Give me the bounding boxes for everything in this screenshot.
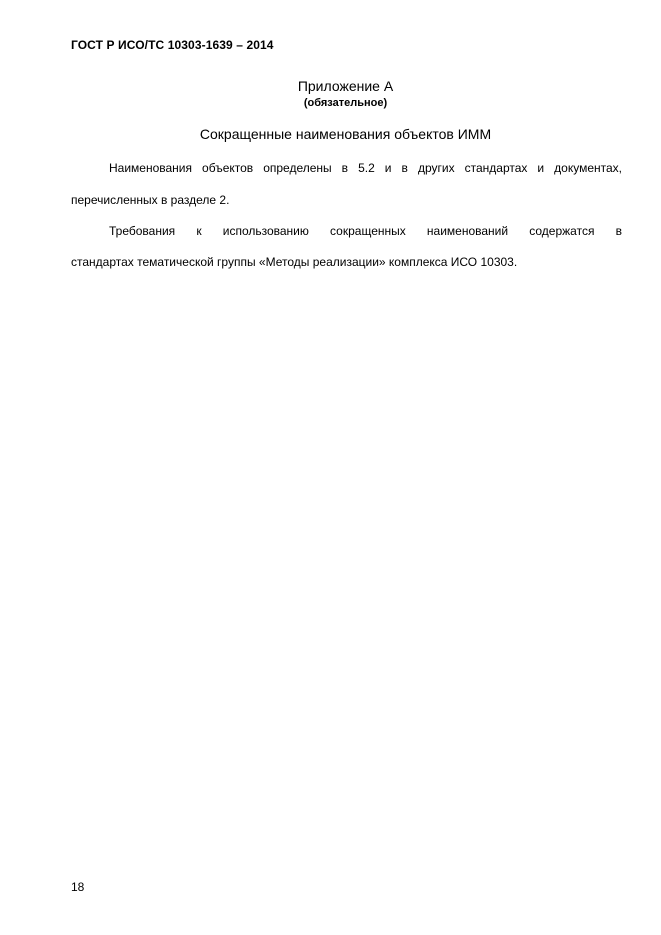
paragraph-1-line-2: перечисленных в разделе 2. xyxy=(71,193,230,207)
section-title: Сокращенные наименования объектов ИММ xyxy=(199,126,492,142)
paragraph-2-line-2: стандартах тематической группы «Методы реализации» комплекса ИСО 10303. xyxy=(71,255,518,269)
paragraph-2-line-1: Требования к использованию сокращенных наименований содержатся в xyxy=(109,224,622,238)
annex-title: Приложение А xyxy=(297,78,394,94)
annex-subtitle: (обязательное) xyxy=(303,97,388,109)
document-header: ГОСТ Р ИСО/ТС 10303-1639 – 2014 xyxy=(71,38,274,52)
paragraph-1-line-1: Наименования объектов определены в 5.2 и в других стандартах и документах, xyxy=(109,161,622,175)
page-number: 18 xyxy=(71,880,85,894)
